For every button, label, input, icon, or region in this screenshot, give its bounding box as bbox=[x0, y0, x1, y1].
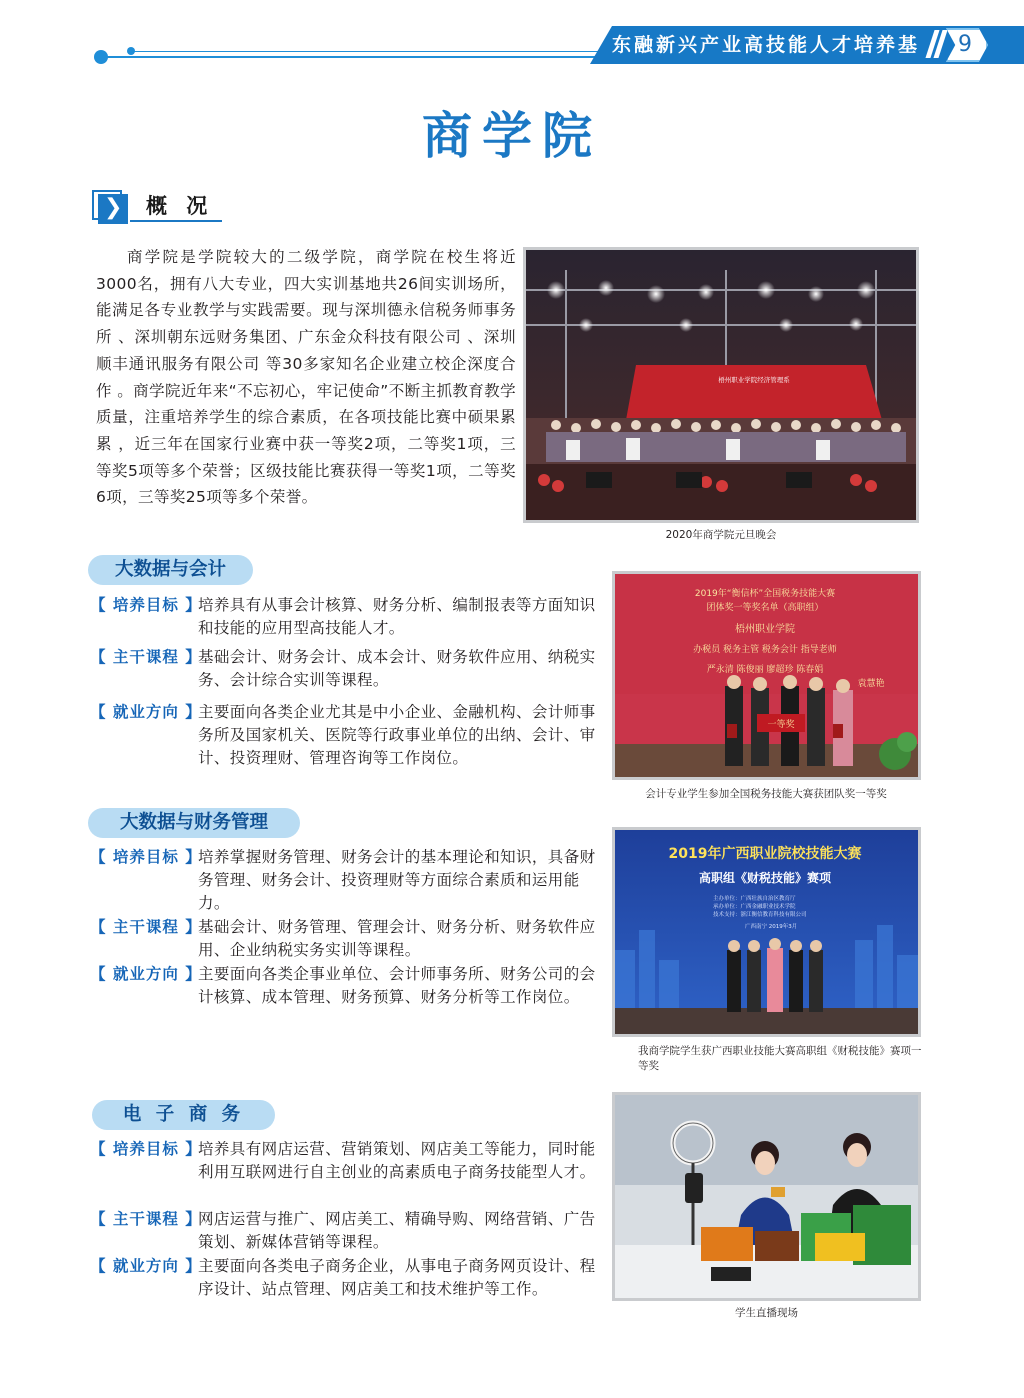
program-row bbox=[90, 846, 610, 916]
row-text: 网店运营与推广、网店美工、精确导购、网络营销、广告策划、新媒体营销等课程。 bbox=[198, 1210, 596, 1251]
svg-text:高职组《财税技能》赛项: 高职组《财税技能》赛项 bbox=[698, 871, 832, 885]
svg-text:一等奖: 一等奖 bbox=[767, 720, 795, 730]
program-row bbox=[90, 1255, 610, 1325]
header-rule bbox=[100, 56, 600, 58]
row-label: 【 就业方向 】 bbox=[90, 965, 202, 983]
overview-text: 商学院是学院较大的二级学院，商学院在校生将近3000名，拥有八大专业，四大实训基地共26间实训场所，能满足各专业教学与实践需要。现与深圳德永信税务师事务所 、深圳朝东远财务集团、广东金众科技有限公司 、深圳顺丰通讯服务有限公司 等30多家知名企业建立校企深度合作 。商学院近年来“不忘初心，牢记使命”不断主抓教育教学质量，注重培养学生的综合素质，在各项技能比赛中硕果累累 ，近三年在国家行业赛中获一等奖2项，二等奖1项，三等奖5项等多个荣誉；区级技能比赛获得一等奖1项，二等奖6项，三等奖25项等多个荣誉。 bbox=[96, 248, 516, 507]
row-text: 主要面向各类企业尤其是中小企业、金融机构、会计师事务所及国家机关、医院等行政事业单位的出纳、会计、审计、投资理财、管理咨询等工作岗位。 bbox=[198, 703, 596, 767]
photo-caption-finance-award: 我商学院学生获广西职业技能大赛高职组《财税技能》赛项一等奖 bbox=[638, 1045, 922, 1072]
row-text: 基础会计、财务会计、成本会计、财务软件应用、纳税实务、会计综合实训等课程。 bbox=[198, 648, 596, 689]
page-number: 9 bbox=[958, 32, 972, 57]
program-row bbox=[90, 646, 610, 692]
header-title: 东融新兴产业高技能人才培养基地 bbox=[612, 34, 921, 86]
program-title-ecommerce: 电 子 商 务 bbox=[92, 1100, 275, 1130]
page-title: 商学院 bbox=[422, 107, 602, 165]
svg-text:团体奖一等奖名单（高职组）: 团体奖一等奖名单（高职组） bbox=[706, 603, 824, 613]
program-row bbox=[90, 963, 610, 1033]
svg-text:主办单位：广西壮族自治区教育厅: 主办单位：广西壮族自治区教育厅 bbox=[713, 896, 796, 902]
svg-text:广西南宁 2019年3月: 广西南宁 2019年3月 bbox=[745, 924, 798, 930]
row-text: 基础会计、财务管理、管理会计、财务分析、财务软件应用、企业纳税实务实训等课程。 bbox=[198, 918, 596, 959]
svg-text:技术支持：浙江衡信教育科技有限公司: 技术支持：浙江衡信教育科技有限公司 bbox=[713, 912, 807, 918]
program-title-finance: 大数据与财务管理 bbox=[88, 808, 300, 838]
photo-new-year-party bbox=[523, 247, 919, 523]
svg-text:袁慧艳: 袁慧艳 bbox=[857, 679, 885, 689]
finance-award-illustration bbox=[615, 830, 918, 1034]
row-text: 培养具有从事会计核算、财务分析、编制报表等方面知识和技能的应用型高技能人才。 bbox=[198, 596, 596, 637]
row-text: 主要面向各类电子商务企业，从事电子商务网页设计、程序设计、站点管理、网店美工和技术维护等工作。 bbox=[198, 1257, 596, 1298]
svg-text:梧州职业学院经济管理系: 梧州职业学院经济管理系 bbox=[718, 376, 790, 384]
tax-award-illustration bbox=[615, 574, 918, 777]
program-title-accounting: 大数据与会计 bbox=[88, 555, 253, 585]
livestream-illustration bbox=[615, 1095, 918, 1298]
photo-tax-award bbox=[612, 571, 921, 780]
program-row bbox=[90, 916, 610, 962]
row-label: 【 培养目标 】 bbox=[90, 848, 202, 866]
overview-underline bbox=[130, 220, 222, 222]
row-label: 【 主干课程 】 bbox=[90, 1210, 202, 1228]
program-row bbox=[90, 701, 610, 771]
row-label: 【 主干课程 】 bbox=[90, 918, 202, 936]
row-label: 【 主干课程 】 bbox=[90, 648, 202, 666]
photo-caption-livestream: 学生直播现场 bbox=[735, 1307, 798, 1319]
row-label: 【 就业方向 】 bbox=[90, 1257, 202, 1275]
overview-heading: 概 况 bbox=[146, 194, 214, 218]
party-illustration bbox=[526, 250, 916, 520]
row-label: 【 培养目标 】 bbox=[90, 1140, 202, 1158]
photo-caption-tax-award: 会计专业学生参加全国税务技能大赛获团队奖一等奖 bbox=[645, 788, 887, 800]
photo-finance-award bbox=[612, 827, 921, 1037]
program-row bbox=[90, 1208, 610, 1254]
row-text: 培养掌握财务管理、财务会计的基本理论和知识，具备财务管理、财务会计、投资理财等方面综合素质和运用能力。 bbox=[198, 848, 596, 912]
svg-text:梧州职业学院: 梧州职业学院 bbox=[735, 624, 795, 635]
row-label: 【 就业方向 】 bbox=[90, 703, 202, 721]
photo-livestream bbox=[612, 1092, 921, 1301]
svg-text:严永清 陈俊丽 廖超珍 陈春娟: 严永清 陈俊丽 廖超珍 陈春娟 bbox=[706, 665, 824, 675]
svg-text:2019年“衡信杯”全国税务技能大赛: 2019年“衡信杯”全国税务技能大赛 bbox=[694, 589, 836, 599]
svg-text:2019年广西职业院校技能大赛: 2019年广西职业院校技能大赛 bbox=[668, 846, 862, 862]
program-row bbox=[90, 594, 610, 640]
row-text: 主要面向各类企事业单位、会计师事务所、财务公司的会计核算、成本管理、财务预算、财务分析等工作岗位。 bbox=[198, 965, 596, 1006]
row-label: 【 培养目标 】 bbox=[90, 596, 202, 614]
header-rule-thin bbox=[130, 51, 600, 52]
photo-caption-party: 2020年商学院元旦晚会 bbox=[665, 529, 777, 541]
chevron-right-icon: ❯ bbox=[104, 195, 123, 220]
program-row bbox=[90, 1138, 610, 1208]
row-text: 培养具有网店运营、营销策划、网店美工等能力，同时能利用互联网进行自主创业的高素质电子商务技能型人才。 bbox=[198, 1140, 596, 1181]
svg-text:办税员 税务主管 税务会计 指导老师: 办税员 税务主管 税务会计 指导老师 bbox=[693, 645, 837, 655]
svg-text:承办单位：广西金融职业技术学院: 承办单位：广西金融职业技术学院 bbox=[713, 904, 796, 910]
